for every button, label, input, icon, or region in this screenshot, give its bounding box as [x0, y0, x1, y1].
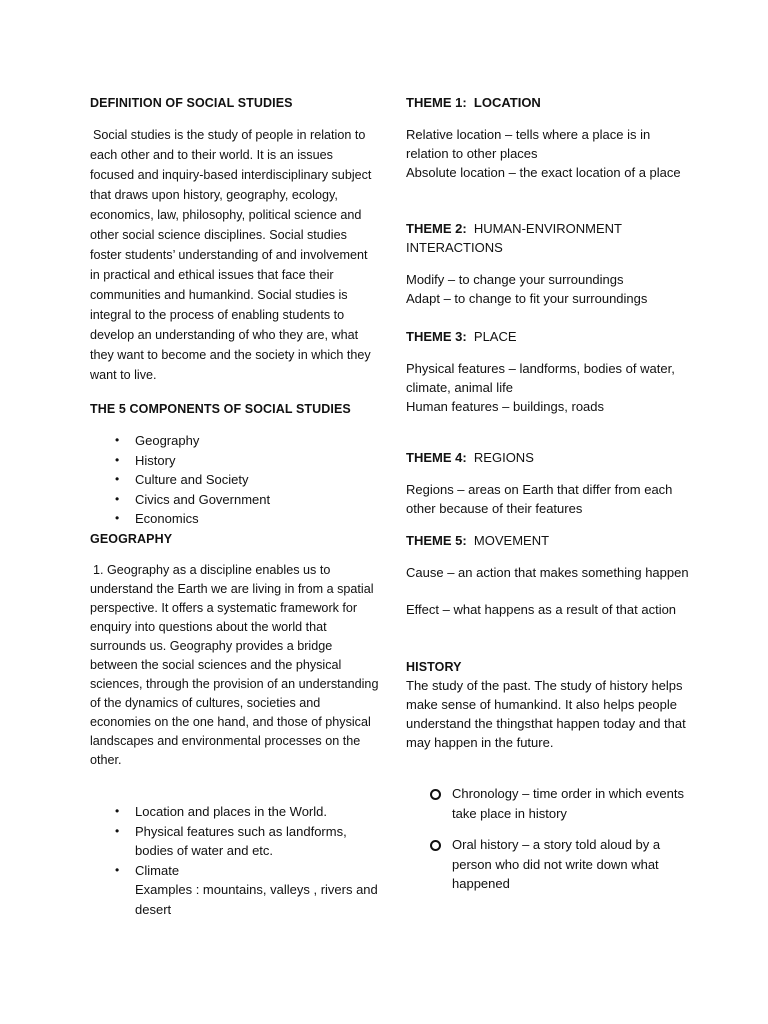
list-item: • Location and places in the World.: [90, 802, 380, 822]
theme-label: THEME 3:: [406, 329, 467, 344]
theme2-heading: [406, 219, 691, 257]
circle-bullet-icon: [430, 840, 441, 851]
definition-paragraph: Social studies is the study of people in relation to each other and to their world. It is an issues focused and inquiry-based interdisciplinary subject that draws upon history, geography, ecology, economics, law, philosophy, political science and other social science disciplines. Social studies foster students’ understanding of and involvement in practical and ethical issues that face their communities and humankind. Social studies is integral to the process of enabling students to develop an understanding of who they are, what they want to become and the society in which they want to live.: [90, 128, 372, 382]
theme1-text-1: Relative location – tells where a place is in relation to other places: [406, 127, 651, 161]
bullet-icon: •: [115, 823, 120, 838]
theme4-text-1: Regions – areas on Earth that differ from each other because of their features: [406, 482, 673, 516]
components-list: [90, 431, 380, 529]
theme3-heading: [406, 327, 691, 347]
bullet-icon: •: [115, 862, 120, 877]
bullet-icon: •: [115, 804, 120, 818]
components-heading: THE 5 COMPONENTS OF SOCIAL STUDIES: [90, 402, 351, 416]
theme5-heading: [406, 531, 691, 551]
theme-name: LOCATION: [473, 95, 541, 110]
theme3-text-2: Human features – buildings, roads: [406, 399, 605, 414]
list-item: • History: [90, 451, 380, 471]
theme-label: THEME 4:: [406, 450, 467, 465]
history-heading: HISTORY: [406, 660, 462, 674]
theme-label: THEME 1:: [406, 95, 467, 110]
list-item: • Climate Examples : mountains, valleys , rivers and desert: [115, 862, 378, 917]
theme4-heading: [406, 448, 691, 468]
theme5-text-2: Effect – what happens as a result of that action: [406, 602, 677, 617]
history-list: [406, 784, 691, 823]
examples-line: Examples : mountains, valleys , rivers and desert: [135, 882, 378, 917]
theme-label: THEME 5:: [406, 533, 467, 548]
geography-paragraph: 1. Geography as a discipline enables us to understand the Earth we are living in from a spatial perspective. It offers a systematic framework for enquiry into questions about the world that surrounds us. Geography provides a bridge between the social sciences and the physical sciences, through the provision of an understanding of the dynamics of cultures, societies and economies on the one hand, and those of physical landscapes and environmental processes on the other.: [90, 563, 379, 767]
list-item: • Culture and Society: [90, 470, 380, 490]
list-item: • Economics: [90, 509, 380, 529]
geography-heading: GEOGRAPHY: [90, 532, 173, 546]
bullet-icon: •: [115, 452, 120, 467]
theme-name: PLACE: [473, 329, 517, 344]
theme1-text-2: Absolute location – the exact location of a place: [406, 165, 681, 180]
theme5-text-1: Cause – an action that makes something happen: [406, 565, 689, 580]
history-paragraph: The study of the past. The study of history helps make sense of humankind. It also helps people understand the thingsthat happen today and that may happen in the future.: [406, 678, 686, 750]
theme-name: HUMAN-ENVIRONMENT INTERACTIONS: [406, 221, 622, 255]
theme-name: MOVEMENT: [473, 533, 550, 548]
theme2-text-2: Adapt – to change to fit your surroundings: [406, 291, 648, 306]
theme1-heading: [406, 93, 691, 113]
list-item: • Physical features such as landforms, bodies of water and etc.: [115, 823, 347, 859]
list-item: • Civics and Government: [90, 490, 380, 510]
bullet-icon: •: [115, 433, 120, 447]
bullet-icon: •: [115, 472, 120, 487]
list-item: • Geography: [90, 431, 380, 451]
theme-label: THEME 2:: [406, 221, 467, 236]
history-list-2: [406, 835, 691, 894]
list-item: Chronology – time order in which events take place in history: [406, 784, 691, 823]
geography-list: [90, 802, 380, 920]
bullet-icon: •: [115, 491, 120, 506]
theme3-text-1: Physical features – landforms, bodies of water, climate, animal life: [406, 361, 675, 395]
theme-name: REGIONS: [473, 450, 534, 465]
bullet-icon: •: [115, 511, 120, 526]
theme2-text-1: Modify – to change your surroundings: [406, 272, 624, 287]
definition-heading: DEFINITION OF SOCIAL STUDIES: [90, 96, 293, 110]
circle-bullet-icon: [430, 789, 441, 800]
list-item: Oral history – a story told aloud by a person who did not write down what happened: [406, 835, 691, 894]
